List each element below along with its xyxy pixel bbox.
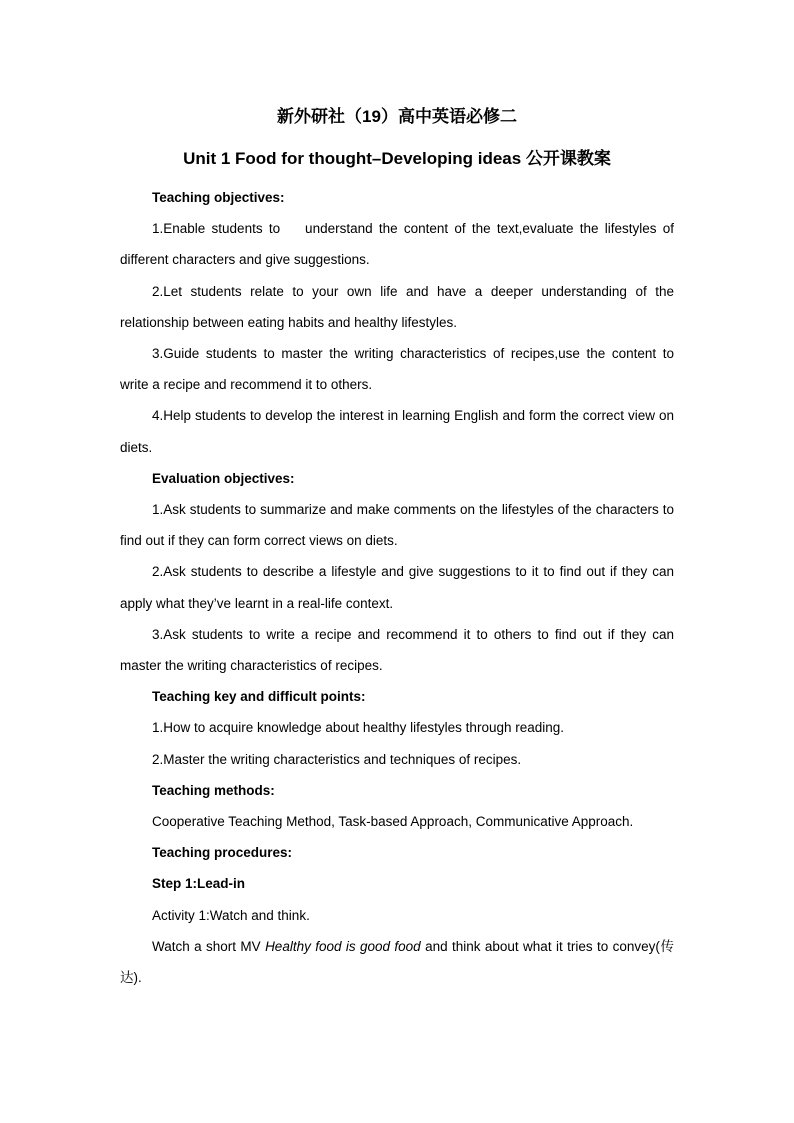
document-title: 新外研社（19）高中英语必修二: [277, 107, 517, 126]
methods-text: Cooperative Teaching Method, Task-based Approach, Communicative Approach.: [152, 814, 634, 830]
objective-item: 3.Guide students to master the writing characteristics of recipes,use the content to write a recipe and recommend it to others.: [120, 346, 674, 393]
document-page: [120, 104, 674, 993]
mv-title: Healthy food is good food: [265, 938, 421, 954]
instruction-text-pre: Watch a short MV: [152, 938, 266, 954]
objective-item: 2.Let students relate to your own life and have a deeper understanding of the relationship between eating habits and healthy lifestyles.: [120, 283, 674, 330]
instruction-text-post: and think about what it tries to convey(传达).: [120, 938, 675, 986]
key-point-item: 1.How to acquire knowledge about healthy lifestyles through reading.: [152, 720, 565, 736]
section-heading-procedures: Teaching procedures:: [152, 845, 293, 861]
evaluation-item: 2.Ask students to describe a lifestyle and give suggestions to it to find out if they can apply what they’ve learnt in a real-life context.: [120, 564, 674, 611]
section-heading-teaching-objectives: Teaching objectives:: [152, 190, 285, 205]
key-point-item: 2.Master the writing characteristics and techniques of recipes.: [152, 751, 522, 767]
document-subtitle: Unit 1 Food for thought–Developing ideas 公开课教案: [183, 149, 611, 168]
section-heading-evaluation-objectives: Evaluation objectives:: [152, 470, 295, 486]
section-heading-key-points: Teaching key and difficult points:: [152, 689, 366, 705]
evaluation-item: 3.Ask students to write a recipe and recommend it to others to find out if they can master the writing characteristics of recipes.: [120, 626, 674, 674]
step-heading: Step 1:Lead-in: [152, 876, 246, 892]
objective-item: 1.Enable students to understand the content of the text,evaluate the lifestyles of different characters and give suggestions.: [120, 221, 674, 268]
section-heading-methods: Teaching methods:: [152, 782, 275, 798]
objective-item: 4.Help students to develop the interest in learning English and form the correct view on diets.: [120, 408, 674, 455]
activity-instruction: [120, 931, 674, 993]
evaluation-item: 1.Ask students to summarize and make comments on the lifestyles of the characters to find out if they can form correct views on diets.: [120, 502, 674, 549]
activity-label: Activity 1:Watch and think.: [152, 907, 310, 923]
